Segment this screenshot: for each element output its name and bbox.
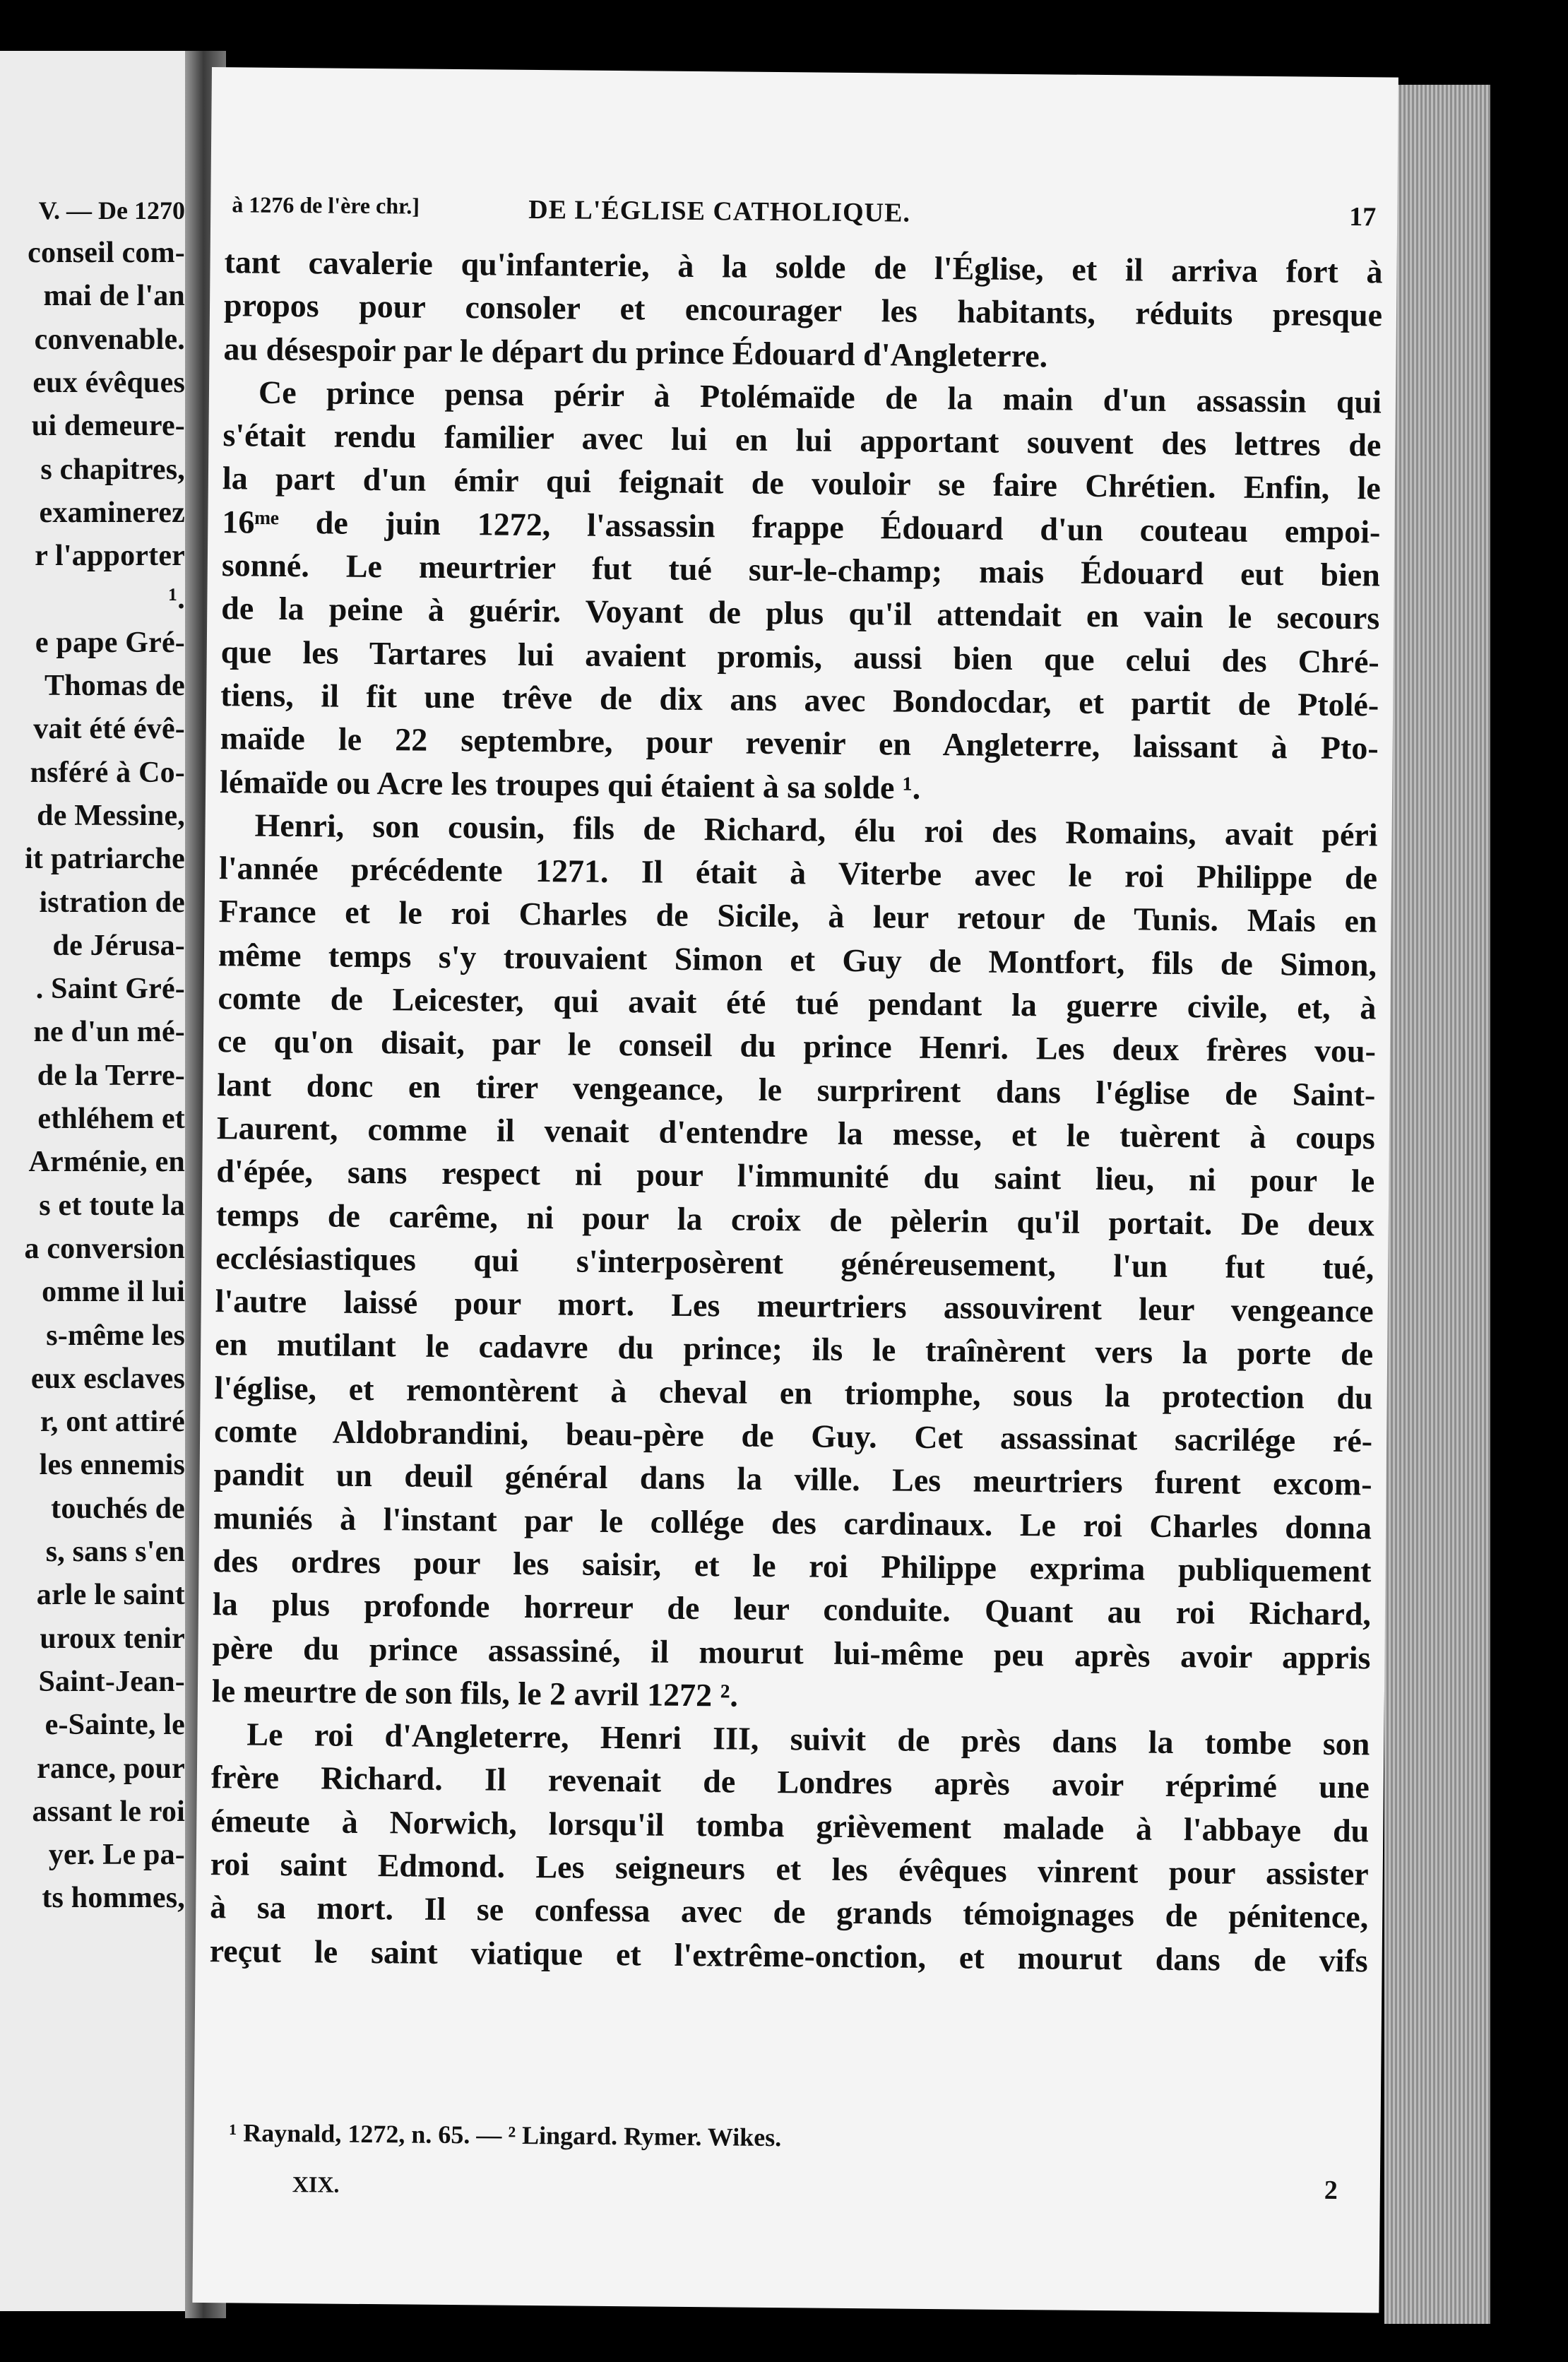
facing-page-line: e-Sainte, le <box>44 1709 185 1742</box>
text-line: l'autre laissé pour mort. Les meurtriers assouvirent leur vengeance <box>215 1283 1374 1329</box>
text-line: pandit un deuil général dans la ville. Les meurtriers furent excom- <box>213 1456 1372 1502</box>
text-line: France et le roi Charles de Sicile, à leur retour de Tunis. Mais en <box>218 893 1377 939</box>
text-line: la part d'un émir qui feignait de vouloir se faire Chrétien. Enfin, le <box>222 460 1382 506</box>
facing-page-line: examinerez <box>39 496 185 529</box>
text-line: s'était rendu familier avec lui en lui apportant souvent des lettres de <box>222 417 1382 463</box>
text-line: émeute à Norwich, lorsqu'il tomba grièvement malade à l'abbaye du <box>210 1802 1370 1849</box>
facing-page-line: de Jérusa- <box>52 929 185 962</box>
facing-page-line: de Messine, <box>37 799 185 832</box>
facing-page-fragment <box>0 51 192 2311</box>
text-line: Ce prince pensa périr à Ptolémaïde de la main d'un assassin qui <box>258 374 1382 420</box>
facing-page-line: r, ont attiré <box>40 1406 185 1439</box>
facing-page-line: Saint-Jean- <box>38 1665 185 1698</box>
facing-page-line: eux esclaves <box>30 1362 185 1395</box>
facing-page-line: uroux tenir <box>40 1622 185 1655</box>
facing-page-line: touchés de <box>51 1492 185 1525</box>
text-line: muniés à l'instant par le collége des cardinaux. Le roi Charles donna <box>213 1499 1372 1546</box>
header-date-range: à 1276 de l'ère chr.] <box>232 191 420 219</box>
text-line: même temps s'y trouvaient Simon et Guy de Montfort, fils de Simon, <box>218 936 1377 983</box>
text-line: en mutilant le cadavre du prince; ils le traînèrent vers la porte de <box>214 1326 1374 1372</box>
text-line: lémaïde ou Acre les troupes qui étaient à sa solde ¹. <box>219 763 921 806</box>
facing-page-line: Thomas de <box>44 670 185 702</box>
text-line: comte Aldobrandini, beau-père de Guy. Cet assassinat sacrilége ré- <box>213 1413 1373 1459</box>
header-title: DE L'ÉGLISE CATHOLIQUE. <box>528 194 911 228</box>
facing-page-line: ne d'un mé- <box>33 1016 185 1049</box>
signature-mark: XIX. <box>292 2171 340 2197</box>
text-line: des ordres pour les saisir, et le roi Philippe exprima publiquement <box>213 1543 1372 1589</box>
facing-page-line: s chapitres, <box>40 453 185 486</box>
text-line: l'année précédente 1271. Il était à Viterbe avec le roi Philippe de <box>218 850 1378 896</box>
text-line: sonné. Le meurtrier fut tué sur-le-champ; mais Édouard eut bien <box>221 547 1381 593</box>
facing-page-line: de la Terre- <box>37 1059 185 1092</box>
text-line: Laurent, comme il venait d'entendre la messe, et le tuèrent à coups <box>216 1110 1376 1156</box>
facing-page-line: omme il lui <box>42 1276 185 1309</box>
facing-page-line: e pape Gré- <box>35 626 185 659</box>
text-line: roi saint Edmond. Les seigneurs et les évêques vinrent pour assister <box>210 1846 1369 1892</box>
body-text <box>209 240 1382 1982</box>
text-line: le meurtre de son fils, le 2 avril 1272 ². <box>211 1672 739 1714</box>
page-number: 17 <box>1349 202 1377 232</box>
facing-page-line: rance, pour <box>37 1752 185 1785</box>
text-line: maïde le 22 septembre, pour revenir en Angleterre, laissant à Pto- <box>220 720 1379 766</box>
text-line: d'épée, sans respect ni pour l'immunité du saint lieu, ni pour le <box>216 1153 1375 1199</box>
text-line: l'église, et remontèrent à cheval en triomphe, sous la protection du <box>214 1369 1373 1416</box>
facing-page-line: s et toute la <box>39 1189 185 1222</box>
facing-page-line: ui demeure- <box>31 410 185 443</box>
text-line: propos pour consoler et encourager les habitants, réduits presque <box>223 287 1383 333</box>
text-line: Le roi d'Angleterre, Henri III, suivit de près dans la tombe son <box>247 1716 1370 1762</box>
running-header <box>225 191 1383 244</box>
text-line: Henri, son cousin, fils de Richard, élu roi des Romains, avait péri <box>254 807 1378 853</box>
text-line: reçut le saint viatique et l'extrême-onction, et mourut dans de vifs <box>209 1932 1368 1978</box>
text-line: que les Tartares lui avaient promis, aussi bien que celui des Chré- <box>220 633 1379 680</box>
bottom-page-number: 2 <box>1324 2175 1338 2206</box>
facing-page-line: s-même les <box>46 1319 185 1352</box>
text-line: père du prince assassiné, il mourut lui-même peu après avoir appris <box>212 1629 1371 1675</box>
text-line: de la peine à guérir. Voyant de plus qu'il attendait en vain le secours <box>221 590 1380 636</box>
facing-page-line: s, sans s'en <box>45 1536 185 1568</box>
text-line: temps de carême, ni pour la croix de pèlerin qu'il portait. De deux <box>215 1196 1374 1242</box>
facing-page-line: assant le roi <box>32 1795 185 1828</box>
text-line: tant cavalerie qu'infanterie, à la solde de l'Église, et il arriva fort à <box>224 244 1383 290</box>
text-line: 16ᵐᵉ de juin 1272, l'assassin frappe Édouard d'un couteau empoi- <box>222 503 1381 550</box>
facing-page-line: vait été évê- <box>33 713 185 746</box>
facing-page-line: ¹. <box>168 583 185 616</box>
text-line: comte de Leicester, qui avait été tué pendant la guerre civile, et, à <box>218 980 1377 1026</box>
facing-page-line: Arménie, en <box>28 1146 185 1179</box>
facing-page-line: r l'apporter <box>35 540 185 573</box>
page-edges <box>1384 85 1490 2324</box>
text-line: la plus profonde horreur de leur conduite. Quant au roi Richard, <box>212 1586 1372 1632</box>
text-line: ecclésiastiques qui s'interposèrent généreusement, l'un fut tué, <box>215 1239 1374 1286</box>
facing-page-line: les ennemis <box>39 1449 185 1482</box>
text-line: ce qu'on disait, par le conseil du prince Henri. Les deux frères vou- <box>217 1023 1377 1069</box>
facing-page-line: it patriarche <box>25 843 185 876</box>
main-page <box>192 67 1398 2313</box>
text-line: lant donc en tirer vengeance, le surprirent dans l'église de Saint- <box>217 1066 1376 1113</box>
text-line: à sa mort. Il se confessa avec de grands témoignages de pénitence, <box>210 1889 1369 1935</box>
facing-page-line: ts hommes, <box>42 1882 185 1915</box>
facing-page-line: eux évêques <box>32 366 185 399</box>
text-line: au désespoir par le départ du prince Édouard d'Angleterre. <box>223 330 1048 374</box>
facing-page-line: . Saint Gré- <box>35 973 185 1006</box>
facing-page-line: a conversion <box>24 1232 185 1265</box>
facing-page-line: nsféré à Co- <box>30 756 185 789</box>
footnotes: ¹ Raynald, 1272, n. 65. — ² Lingard. Rymer. Wikes. <box>229 2118 782 2152</box>
facing-page-line: yer. Le pa- <box>48 1839 185 1872</box>
text-line: tiens, il fit une trêve de dix ans avec Bondocdar, et partit de Ptolé- <box>220 677 1379 723</box>
facing-page-line: mai de l'an <box>43 280 185 313</box>
facing-page-line: arle le saint <box>36 1579 185 1612</box>
facing-page-line: istration de <box>39 886 185 919</box>
facing-page-line: ethléhem et <box>37 1103 185 1135</box>
facing-page-line: convenable. <box>34 323 185 356</box>
facing-page-line: conseil com- <box>28 237 185 269</box>
text-line: frère Richard. Il revenait de Londres après avoir réprimé une <box>210 1759 1370 1805</box>
facing-page-header: V. — De 1270 <box>38 196 185 225</box>
